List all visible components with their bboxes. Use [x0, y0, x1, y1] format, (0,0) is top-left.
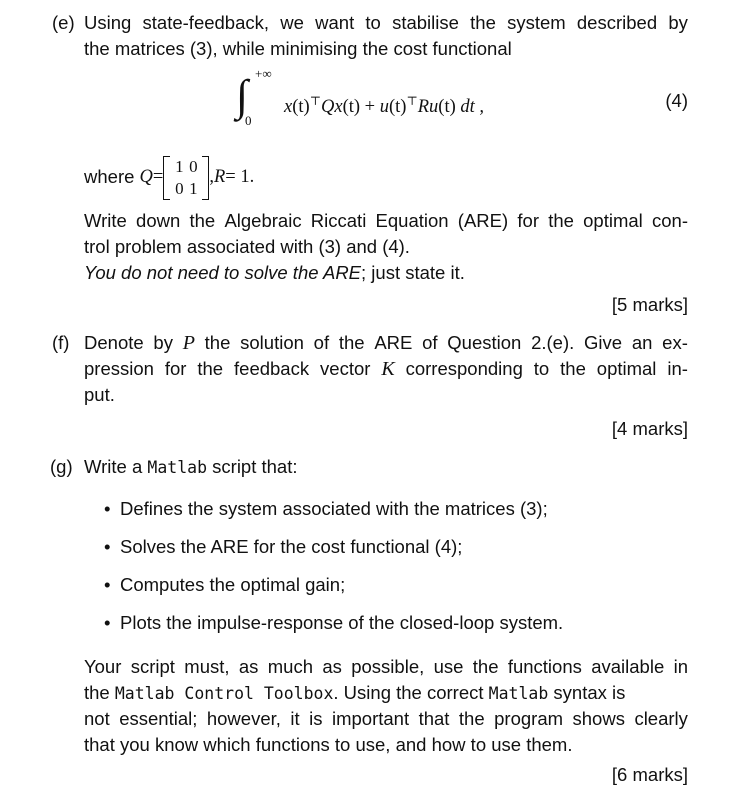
word: script	[130, 656, 175, 677]
word: to	[365, 12, 381, 33]
word: ex-	[662, 332, 688, 353]
word: the	[197, 358, 224, 379]
integral-upper-limit: +∞	[255, 66, 272, 81]
word: of	[422, 332, 438, 353]
part-f-label: (f)	[52, 332, 70, 353]
bullet-item: • Plots the impulse-response of the closed-loop system.	[104, 612, 564, 633]
part-f-line-1	[84, 330, 688, 356]
word: we	[280, 12, 304, 33]
word: Give	[584, 332, 623, 353]
word: the	[470, 12, 496, 33]
word: (ARE)	[457, 210, 509, 231]
word: in	[673, 656, 688, 677]
part-g-para-line-4: that you know which functions to use, and how to use them.	[84, 734, 573, 755]
word: as	[322, 656, 342, 677]
word: described	[576, 12, 658, 33]
word: is	[309, 708, 323, 729]
word: it	[290, 708, 300, 729]
part-e-line-2: the matrices (3), while minimising the cost functional	[84, 38, 512, 59]
word: con-	[652, 210, 688, 231]
word: an	[631, 332, 653, 353]
word: that	[418, 708, 450, 729]
word: Question	[447, 332, 522, 353]
word: essential;	[119, 708, 198, 729]
word: K	[381, 358, 395, 380]
word: the	[472, 656, 499, 677]
word: Using	[84, 12, 132, 33]
part-e-para-line-3: You do not need to solve the ARE; just state it.	[84, 262, 465, 283]
word: use	[433, 656, 464, 677]
part-g-para-line-1	[84, 654, 688, 680]
weight-matrices: where Q = 1 0 0 1 , R = 1.	[84, 157, 255, 198]
part-g-marks: [6 marks]	[611, 764, 688, 785]
part-g-label: (g)	[50, 456, 73, 477]
word: pression	[84, 358, 154, 379]
part-f-line-2	[84, 356, 688, 382]
equation-number-4: (4)	[665, 90, 688, 111]
word: the	[338, 332, 365, 353]
word: shows	[572, 708, 625, 729]
word: the	[458, 708, 485, 729]
word: functions	[507, 656, 582, 677]
part-e-para-line-2: trol problem associated with (3) and (4).	[84, 236, 410, 257]
part-f-line-3: put.	[84, 384, 115, 405]
bullet-item: • Defines the system associated with the matrices (3);	[104, 498, 548, 519]
word: for	[164, 358, 187, 379]
bullet-item: • Computes the optimal gain;	[104, 574, 346, 595]
word: for	[517, 210, 539, 231]
word: optimal	[596, 358, 657, 379]
word: stabilise	[392, 12, 459, 33]
part-e-label: (e)	[52, 12, 75, 33]
word: optimal	[583, 210, 643, 231]
word: available	[591, 656, 665, 677]
word: as	[238, 656, 259, 677]
part-f-marks: [4 marks]	[611, 418, 688, 439]
word: program	[494, 708, 564, 729]
integral-sign: ∫	[236, 71, 249, 120]
part-g-para-line-3	[84, 706, 688, 732]
word: the	[204, 332, 231, 353]
word: P	[182, 332, 195, 354]
word: the	[189, 210, 216, 231]
word: to	[533, 358, 550, 379]
word: possible,	[351, 656, 425, 677]
word: Write	[84, 210, 127, 231]
word: ARE	[374, 332, 413, 353]
word: the	[560, 358, 586, 379]
part-e-marks: [5 marks]	[611, 294, 688, 315]
word: however,	[206, 708, 281, 729]
part-g-intro: Write a Matlab script that:	[84, 456, 298, 477]
part-e-para-line-1	[84, 208, 688, 234]
cost-integrand: x(t)⊤Qx(t) + u(t)⊤Ru(t) dt ,	[284, 94, 485, 118]
word: in-	[667, 358, 688, 379]
word: much	[267, 656, 313, 677]
word: Algebraic	[224, 210, 302, 231]
part-e-line-1	[84, 10, 688, 36]
integral-lower-limit: 0	[245, 113, 252, 128]
word: 2.(e).	[531, 332, 575, 353]
word: Riccati	[310, 210, 367, 231]
word: of	[313, 332, 330, 353]
word: by	[153, 332, 173, 353]
Q-matrix: 1 0 0 1	[163, 156, 209, 200]
word: state-feedback,	[142, 12, 270, 33]
word: system	[507, 12, 566, 33]
word: Your	[84, 656, 122, 677]
word: important	[331, 708, 410, 729]
word: by	[668, 12, 688, 33]
word: feedback	[234, 358, 310, 379]
part-g-para-line-2: the Matlab Control Toolbox. Using the correct Matlab syntax is	[84, 682, 626, 703]
word: corresponding	[405, 358, 523, 379]
word: Denote	[84, 332, 144, 353]
word: want	[315, 12, 355, 33]
word: vector	[320, 358, 371, 379]
word: not	[84, 708, 110, 729]
word: down	[136, 210, 181, 231]
bullet-item: • Solves the ARE for the cost functional (4);	[104, 536, 463, 557]
word: the	[548, 210, 574, 231]
word: clearly	[634, 708, 688, 729]
word: must,	[184, 656, 230, 677]
word: Equation	[375, 210, 449, 231]
word: solution	[240, 332, 304, 353]
